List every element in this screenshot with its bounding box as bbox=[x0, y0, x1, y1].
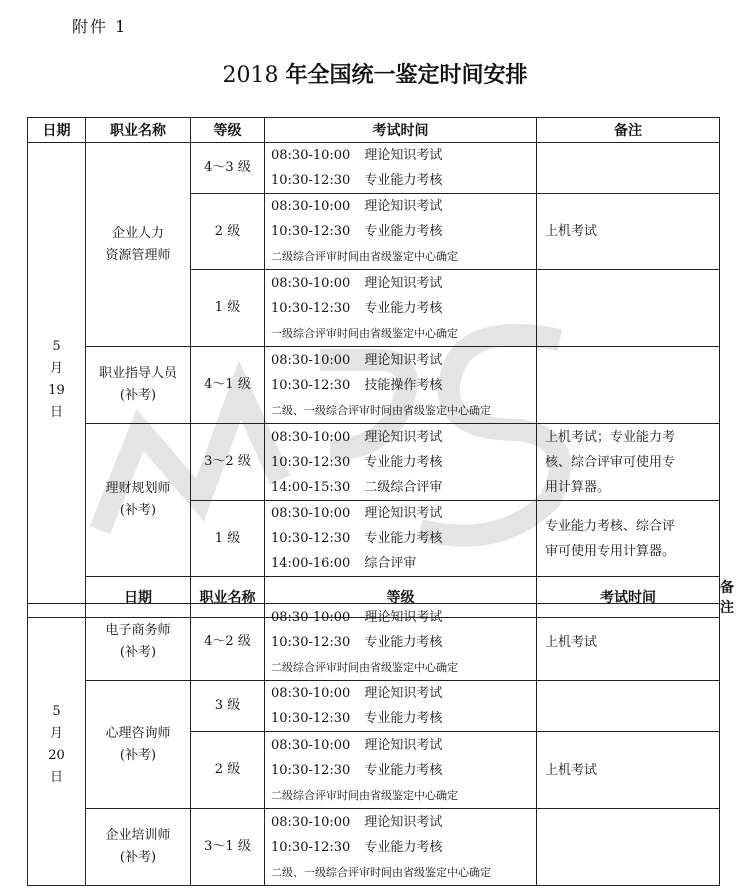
exam-subject: 综合评审 bbox=[364, 556, 417, 571]
exam-subject: 理论知识考试 bbox=[364, 199, 443, 214]
exam-subject: 专业能力考核 bbox=[364, 224, 443, 239]
occupation-name: 资源管理师 bbox=[105, 247, 171, 263]
date-cell bbox=[28, 604, 86, 886]
level-cell: 1 级 bbox=[191, 270, 265, 347]
exam-subject: 专业能力考核 bbox=[364, 173, 443, 188]
occupation-name: 理财规划师 bbox=[105, 481, 171, 496]
level-cell: 4～3 级 bbox=[191, 143, 265, 194]
exam-subject: 专业能力考核 bbox=[364, 531, 443, 546]
time-range: 10:30-12:30 bbox=[271, 762, 351, 778]
date-part: 月 bbox=[49, 361, 63, 376]
review-note: 二级、一级综合评审时间由省级鉴定中心确定 bbox=[271, 403, 491, 417]
time-cell bbox=[265, 809, 537, 886]
occupation-cell bbox=[86, 809, 191, 886]
remark-cell: 上机考试 bbox=[537, 194, 720, 270]
header-date: 日期 bbox=[28, 118, 86, 143]
table-row bbox=[28, 809, 720, 886]
exam-subject: 理论知识考试 bbox=[364, 506, 443, 521]
date-part: 5 bbox=[52, 339, 61, 354]
header-row: 日期 职业名称 等级 考试时间 备注 bbox=[28, 577, 720, 618]
time-range: 10:30-12:30 bbox=[271, 711, 351, 726]
level-cell: 3～1 级 bbox=[191, 809, 265, 886]
time-cell bbox=[265, 347, 537, 424]
remark-cell: 上机考试 bbox=[537, 604, 720, 681]
occupation-name: 电子商务师 bbox=[105, 623, 171, 638]
exam-subject: 专业能力考核 bbox=[364, 300, 443, 316]
header-level: 等级 bbox=[265, 577, 537, 618]
exam-subject: 专业能力考核 bbox=[364, 711, 443, 726]
exam-subject: 技能操作考核 bbox=[364, 377, 443, 393]
review-note: 二级、一级综合评审时间由省级鉴定中心确定 bbox=[271, 865, 491, 879]
time-range: 08:30-10:00 bbox=[271, 199, 351, 214]
header-occupation: 职业名称 bbox=[86, 118, 191, 143]
attachment-label: 附件 1 bbox=[72, 17, 128, 36]
table-row bbox=[28, 681, 720, 732]
occupation-name: 心理咨询师 bbox=[105, 725, 171, 741]
time-range: 08:30-10:00 bbox=[271, 609, 351, 625]
time-cell bbox=[265, 270, 537, 347]
exam-subject: 理论知识考试 bbox=[364, 429, 443, 445]
level-cell: 2 级 bbox=[191, 732, 265, 809]
time-cell bbox=[265, 604, 537, 681]
title-year: 2018 bbox=[222, 63, 279, 88]
occupation-cell bbox=[86, 681, 191, 809]
header-exam-time: 考试时间 bbox=[265, 118, 537, 143]
date-part: 19 bbox=[48, 383, 65, 398]
time-range: 08:30-10:00 bbox=[271, 737, 351, 753]
occupation-name: (补考) bbox=[119, 503, 157, 518]
time-range: 08:30-10:00 bbox=[271, 686, 351, 701]
occupation-cell bbox=[86, 347, 191, 424]
exam-subject: 理论知识考试 bbox=[364, 148, 443, 163]
occupation-name: (补考) bbox=[119, 645, 157, 660]
occupation-name: 职业指导人员 bbox=[98, 366, 177, 381]
date-cell bbox=[28, 143, 86, 618]
date-part: 日 bbox=[49, 769, 63, 785]
time-range: 10:30-12:30 bbox=[271, 634, 351, 650]
occupation-cell bbox=[86, 424, 191, 577]
time-cell bbox=[265, 424, 537, 501]
time-range: 10:30-12:30 bbox=[271, 224, 351, 239]
date-part: 日 bbox=[49, 405, 63, 420]
time-range: 08:30-10:00 bbox=[271, 275, 351, 291]
page-title bbox=[0, 58, 750, 89]
level-cell: 1 级 bbox=[191, 501, 265, 577]
title-text: 年全国统一鉴定时间安排 bbox=[285, 63, 528, 88]
remark-line: 专业能力考核、综合评 bbox=[545, 518, 676, 534]
time-range: 10:30-12:30 bbox=[271, 839, 351, 855]
date-part: 月 bbox=[49, 725, 63, 741]
exam-subject: 专业能力考核 bbox=[364, 454, 443, 470]
remark-line: 核、综合评审可使用专 bbox=[545, 454, 676, 470]
time-range: 14:00-15:30 bbox=[271, 479, 351, 495]
occupation-name: (补考) bbox=[119, 850, 157, 865]
level-cell: 4～1 级 bbox=[191, 347, 265, 424]
level-cell: 4～2 级 bbox=[191, 604, 265, 681]
time-range: 08:30-10:00 bbox=[271, 148, 351, 163]
time-range: 08:30-10:00 bbox=[271, 506, 351, 521]
exam-subject: 理论知识考试 bbox=[364, 686, 443, 701]
exam-schedule-table bbox=[27, 117, 734, 618]
time-cell bbox=[265, 732, 537, 809]
occupation-name: (补考) bbox=[119, 747, 157, 763]
table-row bbox=[28, 347, 720, 424]
review-note: 二级综合评审时间由省级鉴定中心确定 bbox=[271, 660, 458, 674]
header-row bbox=[28, 118, 720, 143]
remark-line: 用计算器。 bbox=[545, 479, 611, 495]
remark-cell bbox=[537, 347, 720, 424]
table-row bbox=[28, 604, 720, 681]
level-cell: 3 级 bbox=[191, 681, 265, 732]
exam-subject: 理论知识考试 bbox=[364, 609, 443, 625]
time-range: 14:00-16:00 bbox=[271, 556, 351, 571]
remark-cell bbox=[537, 501, 720, 577]
exam-subject: 理论知识考试 bbox=[364, 737, 443, 753]
table-row bbox=[28, 143, 720, 194]
exam-subject: 理论知识考试 bbox=[364, 814, 443, 830]
exam-subject: 理论知识考试 bbox=[364, 275, 443, 291]
occupation-name: 企业人力 bbox=[111, 225, 164, 241]
time-range: 10:30-12:30 bbox=[271, 173, 351, 188]
level-cell: 2 级 bbox=[191, 194, 265, 270]
header-date: 日期 bbox=[86, 577, 191, 618]
exam-subject: 二级综合评审 bbox=[364, 479, 443, 495]
time-cell bbox=[265, 501, 537, 577]
remark-cell bbox=[537, 270, 720, 347]
occupation-cell bbox=[86, 604, 191, 681]
review-note: 二级综合评审时间由省级鉴定中心确定 bbox=[271, 788, 458, 802]
exam-subject: 专业能力考核 bbox=[364, 839, 443, 855]
remark-cell bbox=[537, 681, 720, 732]
time-range: 10:30-12:30 bbox=[271, 300, 351, 316]
level-cell: 3～2 级 bbox=[191, 424, 265, 501]
time-cell bbox=[265, 143, 537, 194]
time-cell bbox=[265, 194, 537, 270]
header-remarks: 备注 bbox=[537, 118, 720, 143]
header-exam-time: 考试时间 bbox=[537, 577, 720, 618]
exam-subject: 专业能力考核 bbox=[364, 762, 443, 778]
remark-cell bbox=[537, 143, 720, 194]
remark-line: 上机考试；专业能力考 bbox=[545, 429, 676, 445]
review-note: 二级综合评审时间由省级鉴定中心确定 bbox=[271, 250, 458, 263]
occupation-name: 企业培训师 bbox=[105, 828, 171, 843]
date-part: 5 bbox=[52, 703, 61, 719]
exam-subject: 专业能力考核 bbox=[364, 634, 443, 650]
occupation-cell bbox=[86, 143, 191, 347]
header-level: 等级 bbox=[191, 118, 265, 143]
remark-line: 审可使用专用计算器。 bbox=[545, 543, 676, 559]
time-cell bbox=[265, 681, 537, 732]
time-range: 08:30-10:00 bbox=[271, 814, 351, 830]
remark-cell bbox=[537, 809, 720, 886]
time-range: 10:30-12:30 bbox=[271, 531, 351, 546]
exam-subject: 理论知识考试 bbox=[364, 352, 443, 368]
date-part: 20 bbox=[48, 747, 65, 763]
time-range: 10:30-12:30 bbox=[271, 454, 351, 470]
remark-cell bbox=[537, 424, 720, 501]
time-range: 10:30-12:30 bbox=[271, 377, 351, 393]
exam-schedule-table-day2 bbox=[27, 603, 720, 886]
header-occupation: 职业名称 bbox=[191, 577, 265, 618]
occupation-name: (补考) bbox=[119, 388, 157, 403]
table-row bbox=[28, 424, 720, 501]
time-range: 08:30-10:00 bbox=[271, 352, 351, 368]
review-note: 一级综合评审时间由省级鉴定中心确定 bbox=[271, 326, 458, 340]
remark-cell: 上机考试 bbox=[537, 732, 720, 809]
time-range: 08:30-10:00 bbox=[271, 429, 351, 445]
